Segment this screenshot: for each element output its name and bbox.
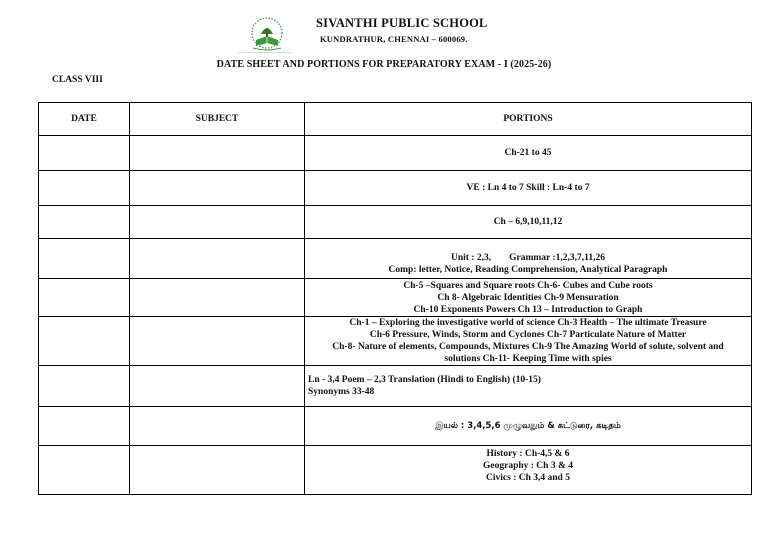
portion-line: History : Ch-4,5 & 6: [486, 449, 570, 459]
portion-line: Ln - 3,4 Poem – 2,3 Translation (Hindi to English) (10-15): [308, 375, 541, 385]
table-row: [39, 171, 752, 206]
portion-line: Grammar :1,2,3,7,11,26: [509, 252, 605, 263]
subject-cell: [130, 171, 305, 206]
portion-line: Ch-8- Nature of elements, Compounds, Mixtures Ch-9 The Amazing World of solute, solvent and: [332, 342, 724, 352]
portion-line: இயல் : 3,4,5,6 முழுவதும் & கட்டுரை, கடிதம்: [435, 421, 621, 431]
date-cell: [39, 317, 130, 366]
portion-line: Ch-5 –Squares and Square roots Ch-6- Cubes and Cube roots: [403, 280, 653, 291]
subject-cell: [130, 136, 305, 171]
date-cell: [39, 366, 130, 407]
school-address: KUNDRATHUR, CHENNAI – 600069.: [320, 34, 468, 44]
header-portions: PORTIONS: [305, 103, 752, 136]
table-row: [39, 407, 752, 446]
table-row: [39, 446, 752, 495]
table-row: [39, 366, 752, 407]
header-date: DATE: [39, 103, 130, 136]
portions-cell: [305, 239, 752, 279]
subject-cell: [130, 407, 305, 446]
date-cell: [39, 136, 130, 171]
date-cell: [39, 407, 130, 446]
portions-cell: [305, 407, 752, 446]
school-name: SIVANTHI PUBLIC SCHOOL: [316, 16, 488, 30]
date-cell: [39, 171, 130, 206]
school-logo: [247, 16, 287, 54]
table-row: [39, 136, 752, 171]
date-cell: [39, 239, 130, 279]
portion-line: VE : Ln 4 to 7 Skill : Ln-4 to 7: [466, 183, 590, 193]
portion-line: Ch-21 to 45: [504, 148, 552, 158]
exam-title: DATE SHEET AND PORTIONS FOR PREPARATORY EXAM - I (2025-26): [216, 59, 552, 70]
table-header-row: [39, 103, 752, 136]
header-subject: SUBJECT: [130, 103, 305, 136]
date-cell: [39, 279, 130, 317]
logo-underline: [238, 52, 292, 53]
portions-cell: [305, 317, 752, 366]
portions-cell: [305, 446, 752, 495]
portion-line: Ch-10 Exponents Powers Ch 13 – Introduction to Graph: [413, 304, 643, 315]
portion-line: Unit : 2,3,: [451, 252, 492, 263]
table-row: [39, 279, 752, 317]
table-row: [39, 239, 752, 279]
portions-cell: [305, 366, 752, 407]
portion-line: Ch – 6,9,10,11,12: [493, 217, 563, 227]
portions-cell: [305, 136, 752, 171]
subject-cell: [130, 239, 305, 279]
date-cell: [39, 206, 130, 239]
portion-line: Ch-6 Pressure, Winds, Storm and Cyclones Ch-7 Particulate Nature of Matter: [369, 330, 687, 340]
table-row: [39, 317, 752, 366]
portions-cell: [305, 206, 752, 239]
subject-cell: [130, 206, 305, 239]
portion-line: solutions Ch-11- Keeping Time with spies: [444, 354, 612, 364]
date-cell: [39, 446, 130, 495]
subject-cell: [130, 446, 305, 495]
portion-line: Comp: letter, Notice, Reading Comprehension, Analytical Paragraph: [388, 264, 668, 275]
portion-line: Ch 8- Algebraic Identities Ch-9 Mensuration: [437, 292, 619, 303]
subject-cell: [130, 317, 305, 366]
portion-line: Synonyms 33-48: [308, 387, 375, 397]
portion-line: Ch-1 – Exploring the investigative world of science Ch-3 Health – The ultimate Treasure: [349, 318, 707, 328]
date-sheet-table: [38, 102, 752, 495]
portions-cell: [305, 171, 752, 206]
class-label: CLASS VIII: [52, 75, 103, 85]
portion-line: Civics : Ch 3,4 and 5: [486, 473, 570, 483]
subject-cell: [130, 366, 305, 407]
table-row: [39, 206, 752, 239]
portions-cell: [305, 279, 752, 317]
subject-cell: [130, 279, 305, 317]
portion-line: Geography : Ch 3 & 4: [483, 461, 573, 471]
